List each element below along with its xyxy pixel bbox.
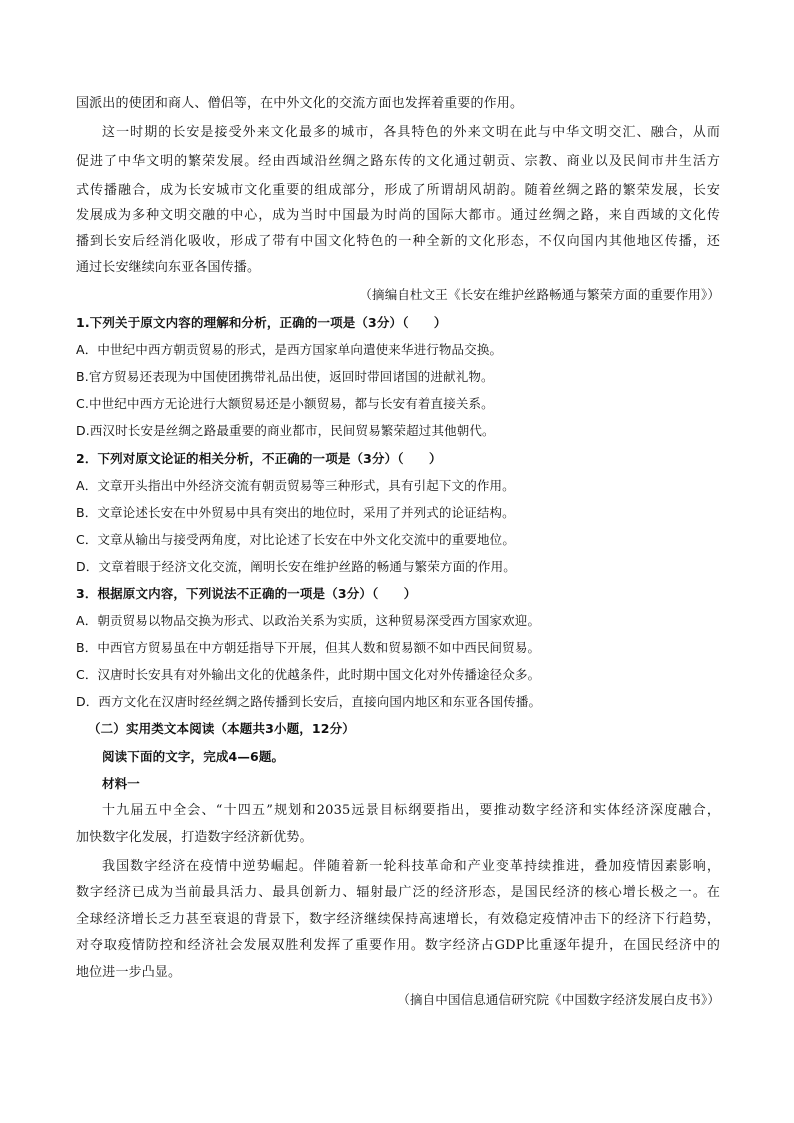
paragraph-line: 促进了中华文明的繁荣发展。经由西域沿丝绸之路东传的文化通过朝贡、宗教、商业以及民间市井生活方 [76,154,720,169]
paragraph-line: 对夺取疫情防控和经济社会发展双胜利发挥了重要作用。数字经济占GDP比重逐年提升，在国民经济中的 [76,938,720,953]
option-d: D.西汉时长安是丝绸之路最重要的商业都市，民间贸易繁荣超过其他朝代。 [76,423,495,438]
option-c: C．文章从输出与接受两角度，对比论述了长安在中外文化交流中的重要地位。 [76,532,515,547]
source-citation: （摘自中国信息通信研究院《中国数字经济发展白皮书》） [397,992,720,1007]
option-a: A．朝贡贸易以物品交换为形式、以政治关系为实质，这种贸易深受西方国家欢迎。 [76,613,541,628]
paragraph-line: 这一时期的长安是接受外来文化最多的城市，各具特色的外来文明在此与中华文明交汇、融合，从而 [102,125,720,140]
section-heading: （二）实用类文本阅读（本题共3小题，12分） [88,721,355,736]
option-b: B．文章论述长安在中外贸易中具有突出的地位时，采用了并列式的论证结构。 [76,505,515,520]
option-c: C.中世纪中西方无论进行大额贸易还是小额贸易，都与长安有着直接关系。 [76,396,494,411]
paragraph-line: 国派出的使团和商人、僧侣等，在中外文化的交流方面也发挥着重要的作用。 [76,96,524,111]
paragraph-line: 我国数字经济在疫情中逆势崛起。伴随着新一轮科技革命和产业变革持续推进，叠加疫情因素影响， [102,859,720,874]
question-stem: 3．根据原文内容，下列说法不正确的一项是（3分）（ ） [76,586,417,601]
instruction: 阅读下面的文字，完成4—6题。 [102,749,285,764]
material-title: 材料一 [102,776,140,791]
paragraph-line: 数字经济已成为当前最具活力、最具创新力、辐射最广泛的经济形态，是国民经济的核心增长极之一。在 [76,885,720,900]
paragraph-line: 式传播融合，成为长安城市文化重要的组成部分，形成了所谓胡风胡韵。随着丝绸之路的繁荣发展，长安 [76,183,720,198]
option-c: C．汉唐时长安具有对外输出文化的优越条件，此时期中国文化对外传播途径众多。 [76,667,541,682]
option-a: A．文章开头指出中外经济交流有朝贡贸易等三种形式，具有引起下文的作用。 [76,478,515,493]
option-d: D．西方文化在汉唐时经丝绸之路传播到长安后，直接向国内地区和东亚各国传播。 [76,694,542,709]
question-stem: 2．下列对原文论证的相关分析，不正确的一项是（3分）（ ） [76,451,442,466]
paragraph-line: 发展成为多种文明交融的中心，成为当时中国最为时尚的国际大都市。通过丝绸之路，来自西域的文化传 [76,208,720,223]
option-a: A．中世纪中西方朝贡贸易的形式，是西方国家单向遣使来华进行物品交换。 [76,342,503,357]
paragraph-line: 播到长安后经消化吸收，形成了带有中国文化特色的一种全新的文化形态，不仅向国内其他地区传播，还 [76,234,720,249]
paragraph-line: 十九届五中全会、“十四五”规划和2035远景目标纲要指出，要推动数字经济和实体经济深度融合， [102,803,720,818]
paragraph-line: 全球经济增长乏力甚至衰退的背景下，数字经济继续保持高速增长，有效稳定疫情冲击下的经济下行趋势， [76,912,720,927]
question-stem: 1.下列关于原文内容的理解和分析，正确的一项是（3分）（ ） [76,315,447,330]
paragraph-line: 加快数字化发展，打造数字经济新优势。 [76,830,313,845]
paragraph-line: 地位进一步凸显。 [76,965,182,980]
option-d: D．文章着眼于经济文化交流，阐明长安在维护丝路的畅通与繁荣方面的作用。 [76,559,516,574]
option-b: B．中西官方贸易虽在中方朝廷指导下开展，但其人数和贸易额不如中西民间贸易。 [76,640,541,655]
option-b: B.官方贸易还表现为中国使团携带礼品出使，返回时带回诸国的进献礼物。 [76,369,494,384]
paragraph-line: 通过长安继续向东亚各国传播。 [76,260,261,275]
source-citation: （摘编自杜文王《长安在维护丝路畅通与繁荣方面的重要作用》） [359,287,720,302]
